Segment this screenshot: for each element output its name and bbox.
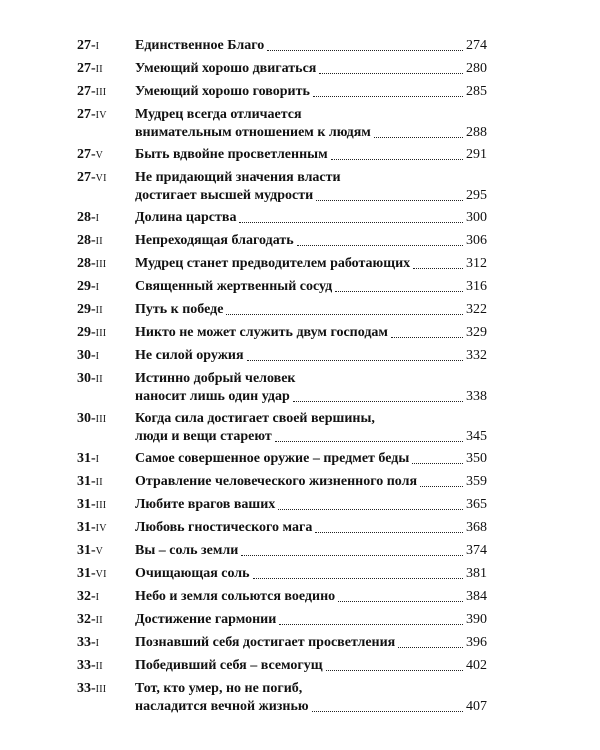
entry-body [135,106,487,142]
chapter-arabic: 27- [77,61,96,76]
entry-body [135,83,487,101]
toc-entry [77,542,487,561]
chapter-number [77,657,135,676]
entry-title: Самое совершенное оружие – предмет беды [135,451,410,466]
entry-body [135,60,487,78]
chapter-arabic: 31- [77,520,96,535]
entry-body [135,209,487,227]
dot-leader [374,137,463,138]
toc-entry [77,106,487,142]
toc-entry [77,370,487,406]
dot-leader [313,96,463,97]
page-number: 322 [466,302,487,317]
chapter-arabic: 31- [77,474,96,489]
entry-title: Непреходящая благодать [135,233,294,248]
chapter-roman: III [95,259,107,270]
chapter-arabic: 32- [77,612,96,627]
chapter-arabic: 27- [77,38,96,53]
chapter-roman: II [95,661,103,672]
dot-leader [275,441,463,442]
page-number: 350 [466,451,487,466]
chapter-number [77,496,135,515]
chapter-roman: IV [95,523,107,534]
chapter-number [77,83,135,102]
entry-body [135,611,487,629]
chapter-arabic: 31- [77,566,96,581]
chapter-number [77,680,135,699]
entry-title: Не силой оружия [135,348,244,363]
chapter-arabic: 27- [77,147,96,162]
chapter-number [77,232,135,251]
chapter-roman: VI [95,173,107,184]
chapter-arabic: 31- [77,451,96,466]
dot-leader [312,711,463,712]
entry-title: достигает высшей мудрости [135,188,314,203]
dot-leader [420,486,463,487]
chapter-number [77,542,135,561]
page-number: 365 [466,497,487,512]
chapter-number [77,324,135,343]
dot-leader [315,532,463,533]
toc-entry [77,209,487,228]
entry-title: Победивший себя – всемогущ [135,658,323,673]
chapter-arabic: 27- [77,170,96,185]
toc-entry [77,60,487,79]
entry-body [135,680,487,716]
dot-leader [247,360,463,361]
toc-entry [77,588,487,607]
page-number: 338 [466,389,487,404]
entry-title: Единственное Благо [135,38,265,53]
entry-title-line: Истинно добрый человек [135,371,296,386]
entry-title: наносит лишь один удар [135,389,290,404]
dot-leader [413,268,463,269]
entry-body [135,370,487,406]
dot-leader [253,578,463,579]
chapter-roman: II [95,477,103,488]
page-number: 316 [466,279,487,294]
chapter-roman: II [95,236,103,247]
chapter-number [77,209,135,228]
entry-title: Священный жертвенный сосуд [135,279,333,294]
chapter-arabic: 28- [77,233,96,248]
chapter-arabic: 31- [77,543,96,558]
page-number: 402 [466,658,487,673]
chapter-roman: II [95,374,103,385]
dot-leader [319,73,463,74]
toc-entry [77,37,487,56]
page-number: 374 [466,543,487,558]
entry-title: Отравление человеческого жизненного поля [135,474,418,489]
chapter-number [77,410,135,429]
entry-title: Очищающая соль [135,566,250,581]
chapter-arabic: 29- [77,325,96,340]
dot-leader [398,647,463,648]
page-number: 295 [466,188,487,203]
toc-entry [77,611,487,630]
toc-entry [77,146,487,165]
entry-title: Умеющий хорошо говорить [135,84,310,99]
chapter-number [77,60,135,79]
entry-body [135,496,487,514]
chapter-arabic: 29- [77,279,96,294]
chapter-arabic: 33- [77,635,96,650]
chapter-roman: III [95,500,107,511]
toc-entry [77,301,487,320]
chapter-roman: I [95,638,100,649]
chapter-number [77,106,135,125]
chapter-number [77,255,135,274]
entry-title-line: Когда сила достигает своей вершины, [135,411,375,426]
toc-entry [77,634,487,653]
chapter-number [77,611,135,630]
chapter-roman: III [95,87,107,98]
entry-body [135,37,487,55]
entry-title: Небо и земля сольются воедино [135,589,336,604]
chapter-roman: IV [95,110,107,121]
toc-entry [77,410,487,446]
chapter-roman: I [95,592,100,603]
dot-leader [226,314,463,315]
chapter-roman: V [95,150,104,161]
chapter-number [77,146,135,165]
page-number: 280 [466,61,487,76]
dot-leader [326,670,463,671]
toc-entry [77,519,487,538]
dot-leader [412,463,463,464]
page-number: 384 [466,589,487,604]
chapter-number [77,519,135,538]
dot-leader [338,601,463,602]
chapter-number [77,169,135,188]
entry-body [135,588,487,606]
chapter-roman: III [95,328,107,339]
dot-leader [267,50,463,51]
chapter-roman: I [95,213,100,224]
table-of-contents [77,37,487,720]
page-number: 368 [466,520,487,535]
page-number: 300 [466,210,487,225]
chapter-arabic: 30- [77,371,96,386]
entry-body [135,473,487,491]
entry-title: Долина царства [135,210,237,225]
toc-entry [77,680,487,716]
chapter-arabic: 28- [77,256,96,271]
toc-entry [77,450,487,469]
entry-body [135,301,487,319]
toc-entry [77,278,487,297]
entry-body [135,146,487,164]
page-number: 312 [466,256,487,271]
chapter-number [77,278,135,297]
toc-entry [77,232,487,251]
page-number: 285 [466,84,487,99]
entry-title: Умеющий хорошо двигаться [135,61,317,76]
entry-title: Путь к победе [135,302,224,317]
chapter-roman: VI [95,569,107,580]
chapter-roman: III [95,414,107,425]
entry-body [135,450,487,468]
entry-title: Любовь гностического мага [135,520,313,535]
chapter-arabic: 32- [77,589,96,604]
entry-title: Познавший себя достигает просветления [135,635,396,650]
chapter-roman: II [95,305,103,316]
page-number: 274 [466,38,487,53]
dot-leader [331,159,463,160]
toc-entry [77,473,487,492]
dot-leader [241,555,463,556]
dot-leader [279,624,463,625]
entry-body [135,324,487,342]
page-number: 407 [466,699,487,714]
chapter-roman: II [95,64,103,75]
chapter-number [77,370,135,389]
entry-title: Мудрец станет предводителем работающих [135,256,411,271]
chapter-number [77,347,135,366]
entry-title: Достижение гармонии [135,612,277,627]
page-number: 288 [466,125,487,140]
toc-entry [77,324,487,343]
entry-title-line: Мудрец всегда отличается [135,107,302,122]
entry-body [135,542,487,560]
toc-entry [77,565,487,584]
entry-title: Никто не может служить двум господам [135,325,388,340]
dot-leader [316,200,463,201]
page-number: 345 [466,429,487,444]
chapter-arabic: 33- [77,658,96,673]
entry-body [135,169,487,205]
dot-leader [335,291,463,292]
chapter-number [77,37,135,56]
chapter-roman: I [95,454,100,465]
dot-leader [278,509,463,510]
chapter-roman: II [95,615,103,626]
chapter-number [77,301,135,320]
chapter-number [77,450,135,469]
dot-leader [297,245,463,246]
entry-title: Быть вдвойне просветленным [135,147,328,162]
entry-body [135,347,487,365]
chapter-arabic: 27- [77,84,96,99]
toc-entry [77,255,487,274]
dot-leader [239,222,463,223]
chapter-arabic: 30- [77,348,96,363]
chapter-arabic: 33- [77,681,96,696]
chapter-arabic: 29- [77,302,96,317]
dot-leader [293,401,463,402]
entry-title-line: Тот, кто умер, но не погиб, [135,681,303,696]
entry-title: Вы – соль земли [135,543,239,558]
chapter-arabic: 31- [77,497,96,512]
chapter-number [77,588,135,607]
page-number: 291 [466,147,487,162]
page-number: 332 [466,348,487,363]
chapter-arabic: 30- [77,411,96,426]
chapter-number [77,565,135,584]
page-number: 381 [466,566,487,581]
toc-entry [77,496,487,515]
page-number: 390 [466,612,487,627]
entry-body [135,519,487,537]
entry-title: насладится вечной жизнью [135,699,309,714]
page-number: 396 [466,635,487,650]
entry-body [135,634,487,652]
page-number: 329 [466,325,487,340]
entry-body [135,565,487,583]
chapter-roman: III [95,684,107,695]
chapter-roman: I [95,351,100,362]
chapter-roman: I [95,41,100,52]
entry-body [135,255,487,273]
toc-entry [77,169,487,205]
chapter-arabic: 28- [77,210,96,225]
chapter-number [77,473,135,492]
toc-entry [77,657,487,676]
toc-entry [77,83,487,102]
chapter-roman: I [95,282,100,293]
entry-title: люди и вещи стареют [135,429,272,444]
entry-body [135,278,487,296]
entry-title: внимательным отношением к людям [135,125,371,140]
entry-body [135,232,487,250]
page-number: 359 [466,474,487,489]
chapter-arabic: 27- [77,107,96,122]
entry-body [135,410,487,446]
entry-body [135,657,487,675]
entry-title: Любите врагов ваших [135,497,276,512]
toc-entry [77,347,487,366]
page-number: 306 [466,233,487,248]
chapter-number [77,634,135,653]
dot-leader [391,337,463,338]
chapter-roman: V [95,546,104,557]
entry-title-line: Не придающий значения власти [135,170,341,185]
